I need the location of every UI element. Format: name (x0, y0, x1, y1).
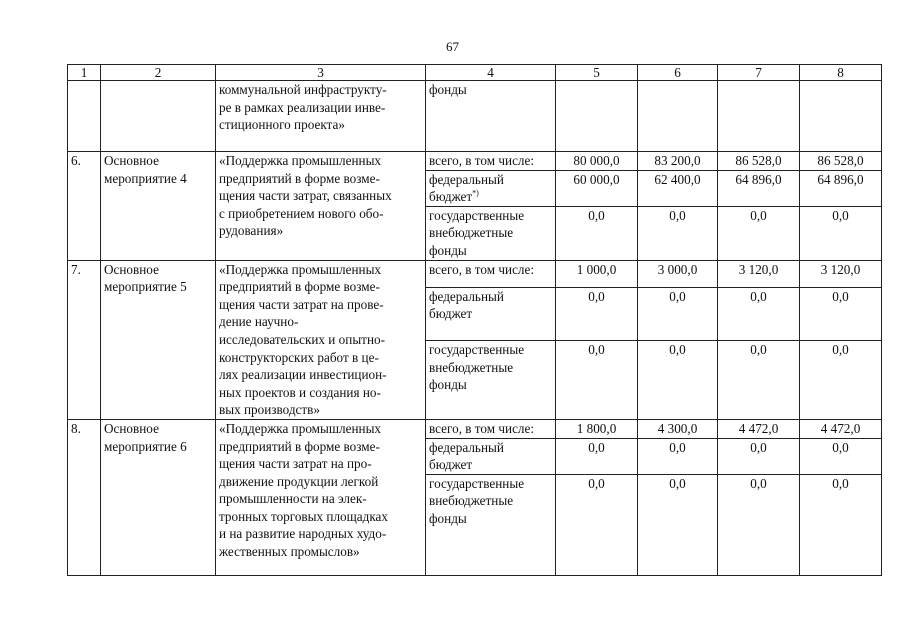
funding-source-text: федеральный бюджет (429, 171, 504, 205)
funding-source (426, 260, 556, 287)
measure-description-text: «Поддержка промышленных предприятий в форме возме- щения части затрат, связанных с приобретением нового обо- рудования» (219, 153, 392, 239)
cell-empty (718, 81, 800, 152)
value-cell: 0,0 (718, 438, 800, 474)
value-cell: 1 800,0 (556, 419, 638, 438)
value-cell: 0,0 (718, 474, 800, 575)
value-cell: 0,0 (800, 438, 882, 474)
row-number (68, 152, 101, 261)
value-cell: 0,0 (638, 206, 718, 260)
funding-source-text: всего, в том числе: (429, 261, 535, 277)
header-cell: 1 (68, 65, 101, 81)
page-number: 67 (446, 39, 459, 54)
funding-source (426, 419, 556, 438)
funding-source-text: всего, в том числе: (429, 153, 535, 168)
value-cell: 83 200,0 (638, 152, 718, 171)
row-number-text: 6. (71, 153, 81, 168)
measure-name (101, 152, 216, 261)
value-cell: 0,0 (800, 340, 882, 419)
value-cell: 64 896,0 (800, 170, 882, 206)
continuation-description-text: коммунальной инфраструкту- ре в рамках реализации инве- стиционного проекта» (219, 82, 387, 133)
value-cell: 3 000,0 (638, 260, 718, 287)
header-cell: 2 (101, 65, 216, 81)
value-cell: 0,0 (800, 287, 882, 340)
value-cell: 0,0 (718, 206, 800, 260)
table-body (68, 65, 882, 576)
measure-description-text: «Поддержка промышленных предприятий в форме возме- щения части затрат на прове- дение научно- исследовательских и опытно- конструкторских работ в це- лях реализации инвестицион- ных проектов и создания но- вых производств» (219, 261, 387, 418)
cell-empty (556, 81, 638, 152)
header-cell: 4 (426, 65, 556, 81)
measure-name-text: Основное мероприятие 6 (104, 420, 187, 454)
measure-description (216, 152, 426, 261)
funding-source (426, 170, 556, 206)
row-number (68, 419, 101, 575)
value-cell: 80 000,0 (556, 152, 638, 171)
measure-description (216, 419, 426, 575)
row-number-text: 7. (71, 261, 81, 277)
cell-empty (101, 81, 216, 152)
funding-source (426, 287, 556, 340)
value-cell: 0,0 (718, 287, 800, 340)
table-row (68, 152, 882, 171)
continuation-row (68, 81, 882, 152)
funding-source-text: федеральный бюджет (429, 439, 504, 473)
measure-name-text: Основное мероприятие 4 (104, 153, 187, 186)
continuation-source (426, 81, 556, 152)
funding-source (426, 340, 556, 419)
measure-name-text: Основное мероприятие 5 (104, 261, 187, 295)
value-cell: 86 528,0 (800, 152, 882, 171)
value-cell: 0,0 (800, 206, 882, 260)
header-cell: 6 (638, 65, 718, 81)
measure-description (216, 260, 426, 419)
funding-source-text: всего, в том числе: (429, 420, 535, 436)
measure-description-text: «Поддержка промышленных предприятий в форме возме- щения части затрат на про- движение продукции легкой промышленности на элек- тронных торговых площадках и на развитие народных худо- жественных промыслов» (219, 420, 389, 560)
value-cell: 0,0 (718, 340, 800, 419)
value-cell: 0,0 (638, 287, 718, 340)
funding-source-text: федеральный бюджет (429, 288, 504, 322)
table-row (68, 260, 882, 287)
funding-source (426, 438, 556, 474)
value-cell: 0,0 (556, 438, 638, 474)
cell-empty (638, 81, 718, 152)
footnote-mark: *) (472, 188, 479, 198)
cell-empty (800, 81, 882, 152)
row-number (68, 260, 101, 419)
funding-source (426, 206, 556, 260)
budget-table (67, 64, 882, 576)
value-cell: 86 528,0 (718, 152, 800, 171)
table-row (68, 419, 882, 438)
continuation-description (216, 81, 426, 152)
funding-source (426, 474, 556, 575)
cell-empty (68, 81, 101, 152)
value-cell: 0,0 (556, 287, 638, 340)
value-cell: 4 472,0 (800, 419, 882, 438)
value-cell: 4 472,0 (718, 419, 800, 438)
value-cell: 0,0 (800, 474, 882, 575)
value-cell: 0,0 (638, 438, 718, 474)
value-cell: 62 400,0 (638, 170, 718, 206)
header-cell: 8 (800, 65, 882, 81)
header-cell: 7 (718, 65, 800, 81)
value-cell: 4 300,0 (638, 419, 718, 438)
measure-name (101, 260, 216, 419)
value-cell: 0,0 (638, 340, 718, 419)
funding-source (426, 152, 556, 171)
value-cell: 3 120,0 (800, 260, 882, 287)
value-cell: 0,0 (638, 474, 718, 575)
row-number-text: 8. (71, 420, 81, 436)
funding-source-text: государственные внебюджетные фонды (429, 207, 525, 258)
continuation-source-text: фонды (429, 82, 467, 97)
funding-source-text: государственные внебюджетные фонды (429, 341, 525, 393)
header-cell: 5 (556, 65, 638, 81)
header-row (68, 65, 882, 81)
measure-name (101, 419, 216, 575)
value-cell: 3 120,0 (718, 260, 800, 287)
value-cell: 0,0 (556, 474, 638, 575)
funding-source-text: государственные внебюджетные фонды (429, 475, 525, 526)
value-cell: 60 000,0 (556, 170, 638, 206)
value-cell: 1 000,0 (556, 260, 638, 287)
header-cell: 3 (216, 65, 426, 81)
value-cell: 0,0 (556, 206, 638, 260)
value-cell: 64 896,0 (718, 170, 800, 206)
value-cell: 0,0 (556, 340, 638, 419)
